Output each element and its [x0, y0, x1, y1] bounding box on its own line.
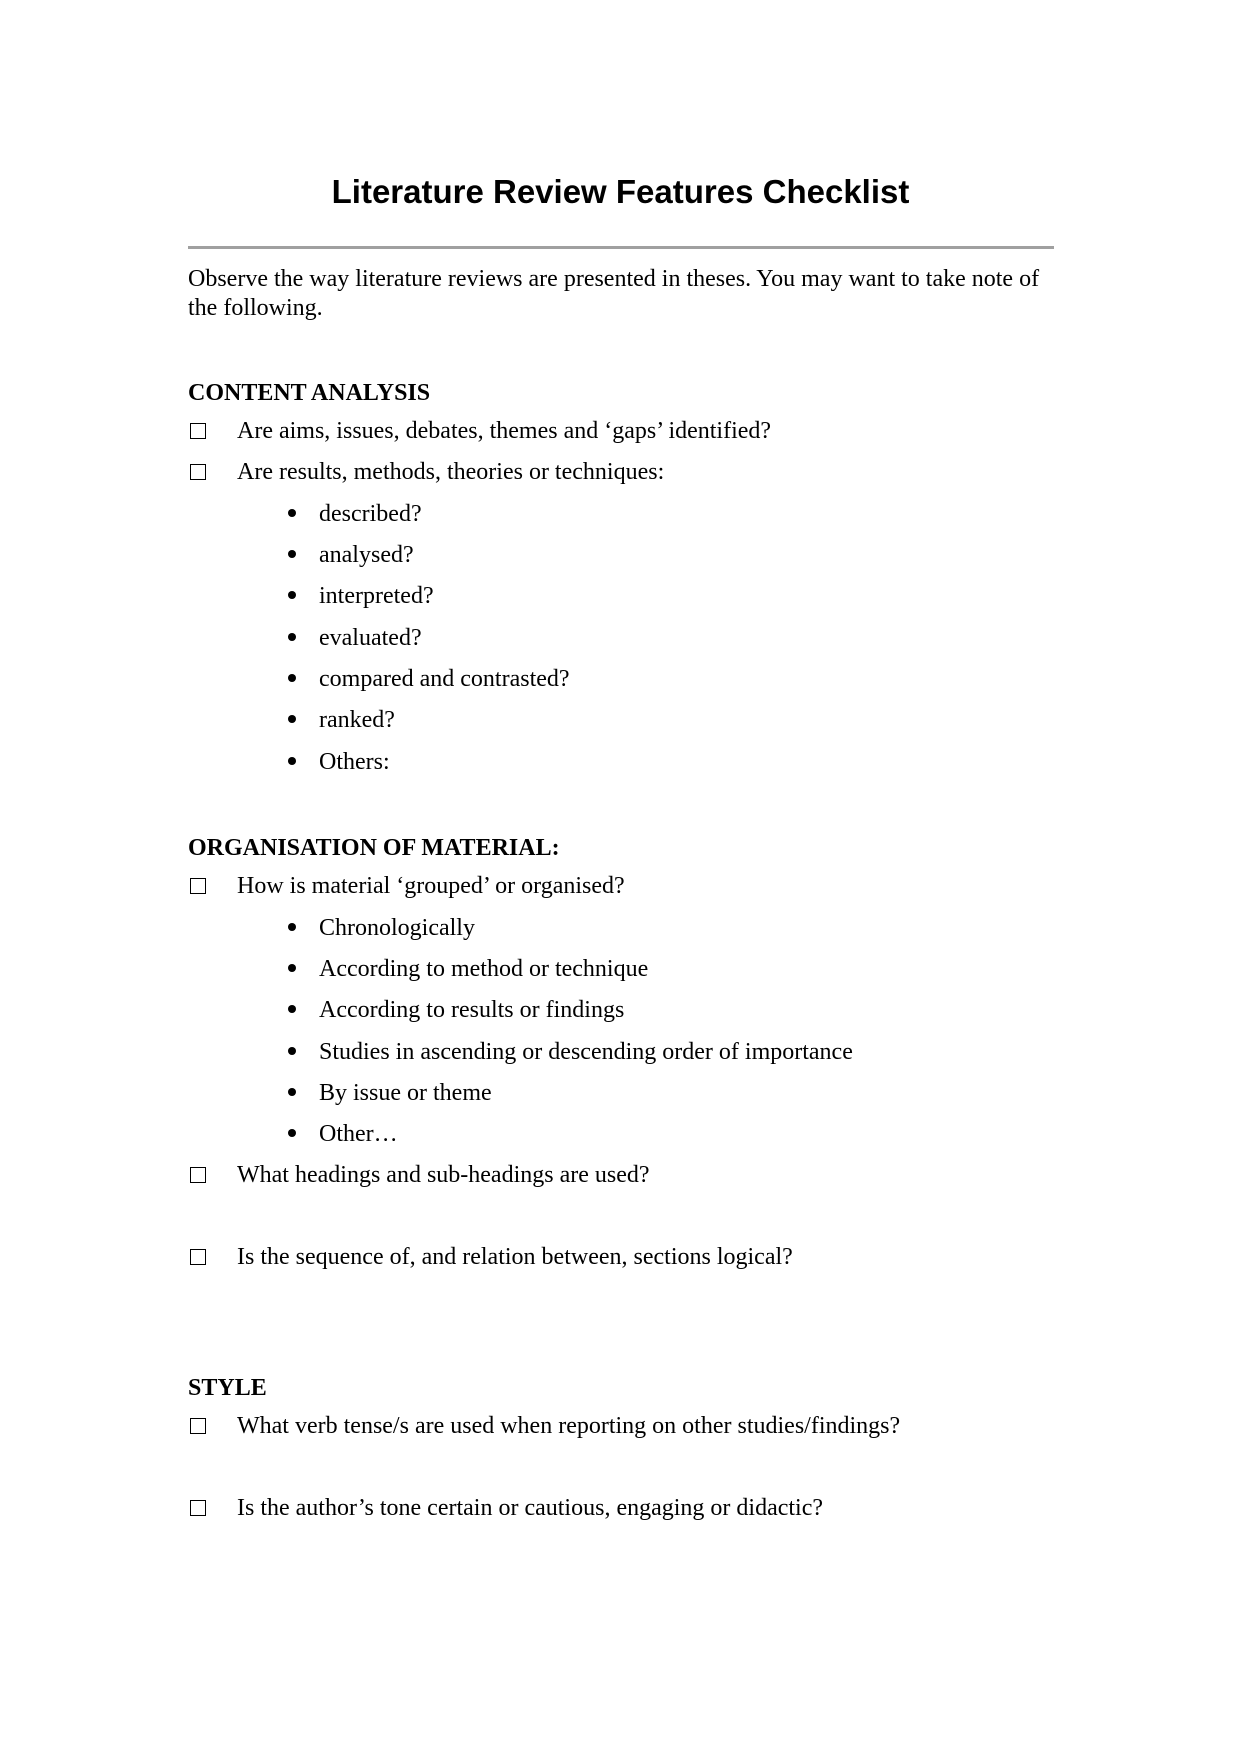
bullet-text: interpreted? — [319, 583, 434, 609]
page-title: Literature Review Features Checklist — [331, 173, 910, 210]
bullet-text: described? — [319, 501, 422, 527]
checklist-item-text: What headings and sub-headings are used? — [237, 1162, 650, 1188]
bullet-icon — [288, 715, 296, 723]
bullet-text: Others: — [319, 749, 390, 775]
section-heading-style: STYLE — [188, 1375, 267, 1401]
bullet-icon — [288, 550, 296, 558]
checklist-item-text: What verb tense/s are used when reporting on other studies/findings? — [237, 1413, 901, 1439]
bullet-text: Chronologically — [319, 915, 475, 941]
checklist-item-text: Is the sequence of, and relation between, sections logical? — [237, 1244, 793, 1270]
bullet-text: Studies in ascending or descending order of importance — [319, 1039, 853, 1065]
section-heading-organisation: ORGANISATION OF MATERIAL: — [188, 835, 560, 861]
bullet-icon — [288, 1047, 296, 1055]
bullet-icon — [288, 1005, 296, 1013]
checkbox[interactable] — [190, 423, 206, 439]
checkbox[interactable] — [190, 1418, 206, 1434]
section-heading-content-analysis: CONTENT ANALYSIS — [188, 380, 431, 406]
intro-paragraph: Observe the way literature reviews are presented in theses. You may want to take note of the following. — [188, 266, 1040, 321]
checkbox[interactable] — [190, 1167, 206, 1183]
bullet-icon — [288, 591, 296, 599]
bullet-icon — [288, 509, 296, 517]
bullet-icon — [288, 1088, 296, 1096]
bullet-text: analysed? — [319, 542, 414, 568]
checklist-item-text: Is the author’s tone certain or cautious, engaging or didactic? — [237, 1495, 824, 1521]
bullet-icon — [288, 757, 296, 765]
title-divider — [188, 246, 1054, 249]
bullet-text: According to method or technique — [319, 956, 649, 982]
checklist-item-text: How is material ‘grouped’ or organised? — [237, 873, 625, 899]
checkbox[interactable] — [190, 1249, 206, 1265]
bullet-text: evaluated? — [319, 625, 422, 651]
bullet-text: Other… — [319, 1121, 398, 1147]
bullet-icon — [288, 1129, 296, 1137]
bullet-icon — [288, 964, 296, 972]
bullet-icon — [288, 923, 296, 931]
bullet-text: compared and contrasted? — [319, 666, 570, 692]
checkbox[interactable] — [190, 1500, 206, 1516]
checklist-item-text: Are results, methods, theories or techniques: — [237, 459, 665, 485]
checkbox[interactable] — [190, 464, 206, 480]
bullet-text: ranked? — [319, 707, 395, 733]
bullet-text: By issue or theme — [319, 1080, 492, 1106]
checkbox[interactable] — [190, 878, 206, 894]
bullet-icon — [288, 674, 296, 682]
checklist-item-text: Are aims, issues, debates, themes and ‘gaps’ identified? — [237, 418, 772, 444]
bullet-text: According to results or findings — [319, 997, 625, 1023]
bullet-icon — [288, 633, 296, 641]
